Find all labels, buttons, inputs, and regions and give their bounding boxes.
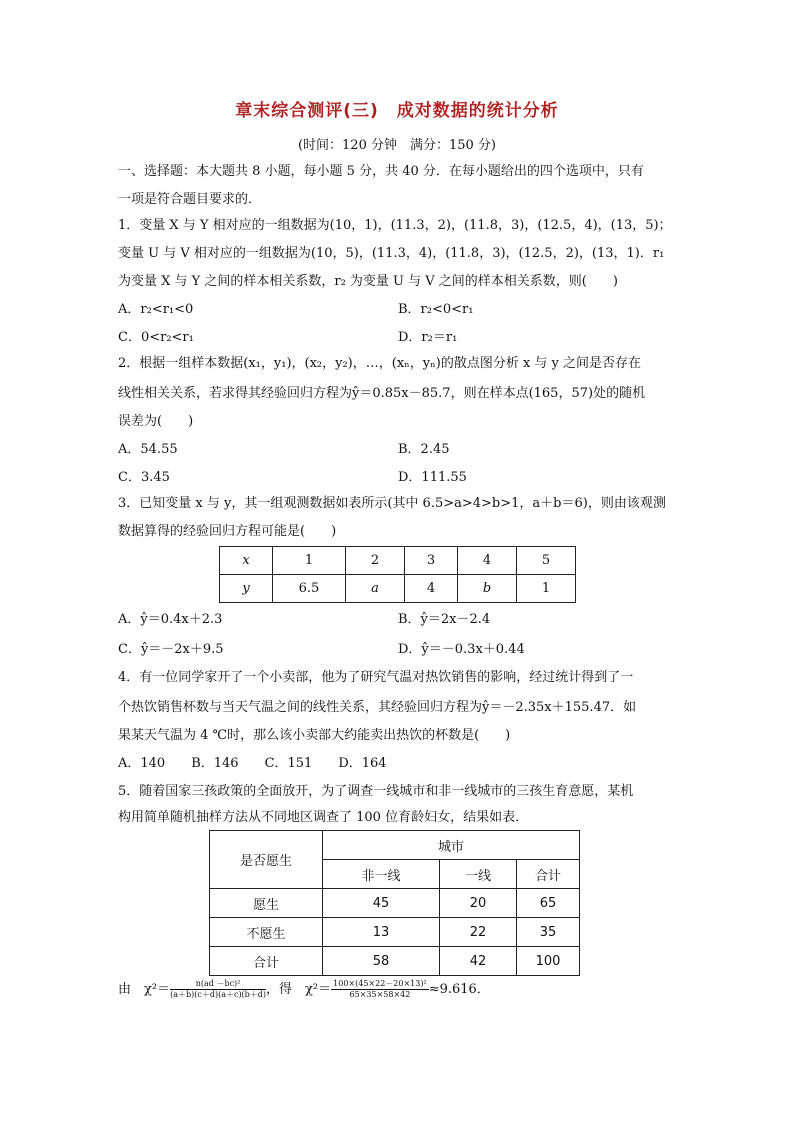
q3-option-b: B．ŷ＝2x－2.4 xyxy=(398,612,491,627)
q2-stem-line3: 误差为( ) xyxy=(118,414,194,429)
formula-mid: ，得 χ²＝ xyxy=(266,982,332,997)
table-cell: y xyxy=(220,575,273,603)
table-row xyxy=(210,918,580,947)
formula-result: ≈9.616． xyxy=(428,982,490,997)
table-row-label: 愿生 xyxy=(210,889,323,918)
q4-stem-line3: 果某天气温为 4 ℃时，那么该小卖部大约能卖出热饮的杯数是( ) xyxy=(118,728,511,743)
q5-stem-line2: 构用简单随机抽样方法从不同地区调查了 100 位育龄妇女，结果如表． xyxy=(118,810,529,825)
table-row-label: 合计 xyxy=(210,947,323,976)
fraction-numerator: 100×(45×22－20×13)² xyxy=(333,979,427,988)
table-col-header: 合计 xyxy=(517,860,580,889)
q4-options: A．140 B．146 C．151 D．164 xyxy=(118,756,387,771)
q3-stem-line2: 数据算得的经验回归方程可能是( ) xyxy=(118,524,337,539)
q2-option-b: B．2.45 xyxy=(398,442,450,457)
q3-option-a: A．ŷ＝0.4x＋2.3 xyxy=(118,612,223,627)
table-cell: 1 xyxy=(273,547,346,575)
table-cell: 3 xyxy=(405,547,458,575)
section-heading: 一、选择题：本大题共 8 小题，每小题 5 分，共 40 分．在每小题给出的四个选项中，只有 xyxy=(118,164,644,179)
q1-option-a: A．r₂<r₁<0 xyxy=(118,302,194,317)
table-cell: 4 xyxy=(405,575,458,603)
q2-stem-line2: 线性相关关系，若求得其经验回归方程为ŷ＝0.85x－85.7，则在样本点(165，57)处的随机 xyxy=(118,386,646,401)
formula-fraction-computed xyxy=(331,979,429,1000)
table-cell: 42 xyxy=(440,947,517,976)
fraction-numerator: n(ad －bc)² xyxy=(170,979,266,990)
table-cell: 22 xyxy=(440,918,517,947)
table-cell: a xyxy=(346,575,405,603)
q2-option-a: A．54.55 xyxy=(118,442,178,457)
q1-stem-line1: 1．变量 X 与 Y 相对应的一组数据为(10，1)，(11.3，2)，(11.8，3)，(12.5，4)，(13，5)； xyxy=(118,218,672,233)
table-cell: 4 xyxy=(458,547,517,575)
table-row xyxy=(220,547,576,575)
exam-meta: (时间：120 分钟 满分：150 分) xyxy=(297,138,497,153)
q2-option-c: C．3.45 xyxy=(118,470,170,485)
table-cell: 2 xyxy=(346,547,405,575)
table-cell: 65 xyxy=(517,889,580,918)
table-col-header: 一线 xyxy=(440,860,517,889)
q2-stem-line1: 2．根据一组样本数据(x₁，y₁)，(x₂，y₂)，…，(xₙ，yₙ)的散点图分析 x 与 y 之间是否存在 xyxy=(118,356,642,371)
table-row xyxy=(210,831,580,860)
page-title: 章末综合测评(三) 成对数据的统计分析 xyxy=(235,101,559,121)
table-cell: x xyxy=(220,547,273,575)
table-row xyxy=(210,889,580,918)
table-cell: 13 xyxy=(323,918,440,947)
q5-contingency-table xyxy=(209,830,580,976)
table-row xyxy=(210,947,580,976)
table-cell: 58 xyxy=(323,947,440,976)
table-cell: 35 xyxy=(517,918,580,947)
table-cell: 6.5 xyxy=(273,575,346,603)
q3-stem-line1: 3．已知变量 x 与 y，其一组观测数据如表所示(其中 6.5>a>4>b>1，a＋b＝6)，则由该观测 xyxy=(118,496,666,511)
chi-square-formula xyxy=(118,978,490,1000)
q4-stem-line1: 4．有一位同学家开了一个小卖部，他为了研究气温对热饮销售的影响，经过统计得到了一 xyxy=(118,670,634,685)
formula-fraction-general xyxy=(170,979,266,1000)
q1-option-d: D．r₂＝r₁ xyxy=(398,330,458,345)
table-cell: 5 xyxy=(517,547,576,575)
section-heading-cont: 一项是符合题目要求的． xyxy=(118,192,262,207)
table-group-header: 城市 xyxy=(323,831,580,860)
q3-option-d: D．ŷ＝－0.3x＋0.44 xyxy=(398,642,525,657)
formula-prefix: 由 χ²＝ xyxy=(118,982,171,997)
table-cell: b xyxy=(458,575,517,603)
q5-stem-line1: 5．随着国家三孩政策的全面放开，为了调查一线城市和非一线城市的三孩生育意愿，某机 xyxy=(118,784,634,799)
table-row xyxy=(220,575,576,603)
table-corner: 是否愿生 xyxy=(210,831,323,889)
q1-stem-line2: 变量 U 与 V 相对应的一组数据为(10，5)，(11.3，4)，(11.8，3)，(12.5，2)，(13，1)．r₁ xyxy=(118,246,665,261)
fraction-denominator: (a＋b)(c＋d)(a＋c)(b＋d) xyxy=(170,990,267,999)
table-cell: 20 xyxy=(440,889,517,918)
fraction-denominator: 65×35×58×42 xyxy=(349,990,411,999)
q1-option-b: B．r₂<0<r₁ xyxy=(398,302,474,317)
q1-option-c: C．0<r₂<r₁ xyxy=(118,330,194,345)
table-cell: 45 xyxy=(323,889,440,918)
table-col-header: 非一线 xyxy=(323,860,440,889)
table-cell: 1 xyxy=(517,575,576,603)
table-cell: 100 xyxy=(517,947,580,976)
q3-data-table xyxy=(219,546,576,603)
q1-stem-line3: 为变量 X 与 Y 之间的样本相关系数，r₂ 为变量 U 与 V 之间的样本相关系数，则( ) xyxy=(118,274,618,289)
q2-option-d: D．111.55 xyxy=(398,470,467,485)
table-row-label: 不愿生 xyxy=(210,918,323,947)
q4-stem-line2: 个热饮销售杯数与当天气温之间的线性关系，其经验回归方程为ŷ＝－2.35x＋155.47．如 xyxy=(118,700,637,715)
q3-option-c: C．ŷ＝－2x＋9.5 xyxy=(118,642,224,657)
